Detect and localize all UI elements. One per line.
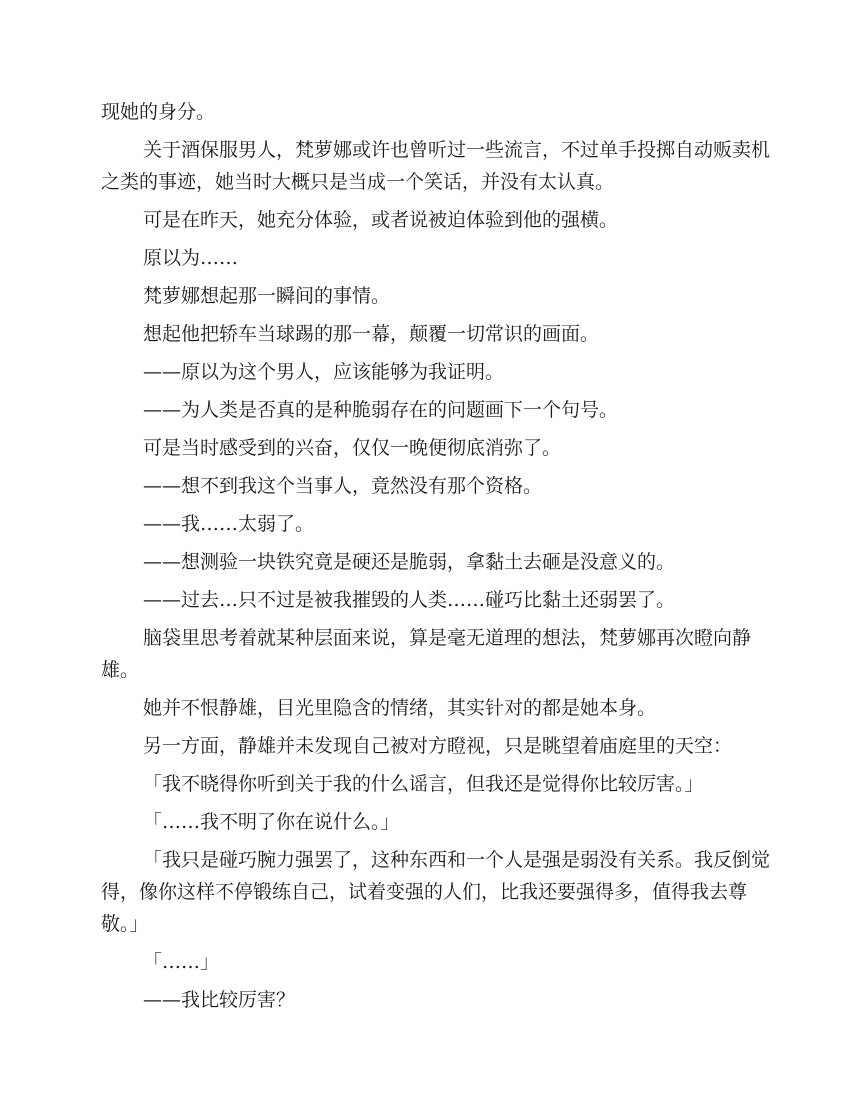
dialogue-paragraph: 「……」 <box>143 951 220 973</box>
paragraph: 关于酒保服男人，梵萝娜或许也曾听过一些流言，不过单手投掷自动贩卖机之类的事迹，她当时大概只是当成一个笑话，并没有太认真。 <box>101 139 771 193</box>
paragraph: 另一方面，静雄并未发现自己被对方瞪视，只是眺望着庙庭里的天空： <box>143 735 733 757</box>
paragraph: 想起他把轿车当球踢的那一幕，颠覆一切常识的画面。 <box>143 323 600 345</box>
paragraph: ——原以为这个男人，应该能够为我证明。 <box>143 361 505 383</box>
dialogue-paragraph: 「我不晓得你听到关于我的什么谣言，但我还是觉得你比较厉害。」 <box>143 773 704 795</box>
paragraph: 脑袋里思考着就某种层面来说，算是毫无道理的想法，梵萝娜再次瞪向静雄。 <box>101 627 752 681</box>
paragraph: 梵萝娜想起那一瞬间的事情。 <box>143 285 391 307</box>
dialogue-paragraph: 「……我不明了你在说什么。」 <box>143 811 400 833</box>
paragraph: ——我……太弱了。 <box>143 513 315 535</box>
paragraph: ——为人类是否真的是种脆弱存在的问题画下一个句号。 <box>143 399 619 421</box>
paragraph: ——我比较厉害？ <box>143 989 296 1011</box>
paragraph: 原以为…… <box>143 247 239 269</box>
dialogue-paragraph: 「我只是碰巧腕力强罢了，这种东西和一个人是强是弱没有关系。我反倒觉得，像你这样不停锻练自己，试着变强的人们，比我还要强得多，值得我去尊敬。」 <box>101 849 771 935</box>
paragraph: 她并不恨静雄，目光里隐含的情绪，其实针对的都是她本身。 <box>143 697 657 719</box>
document-body <box>101 96 773 1022</box>
paragraph: ——想不到我这个当事人，竟然没有那个资格。 <box>143 475 543 497</box>
paragraph: 可是在昨天，她充分体验，或者说被迫体验到他的强横。 <box>143 209 619 231</box>
paragraph: ——过去…只不过是被我摧毁的人类……碰巧比黏土还弱罢了。 <box>143 589 676 611</box>
paragraph: ——想测验一块铁究竟是硬还是脆弱，拿黏土去砸是没意义的。 <box>143 551 676 573</box>
paragraph: 可是当时感受到的兴奋，仅仅一晚便彻底消弥了。 <box>143 437 562 459</box>
paragraph: 现她的身分。 <box>101 101 216 123</box>
